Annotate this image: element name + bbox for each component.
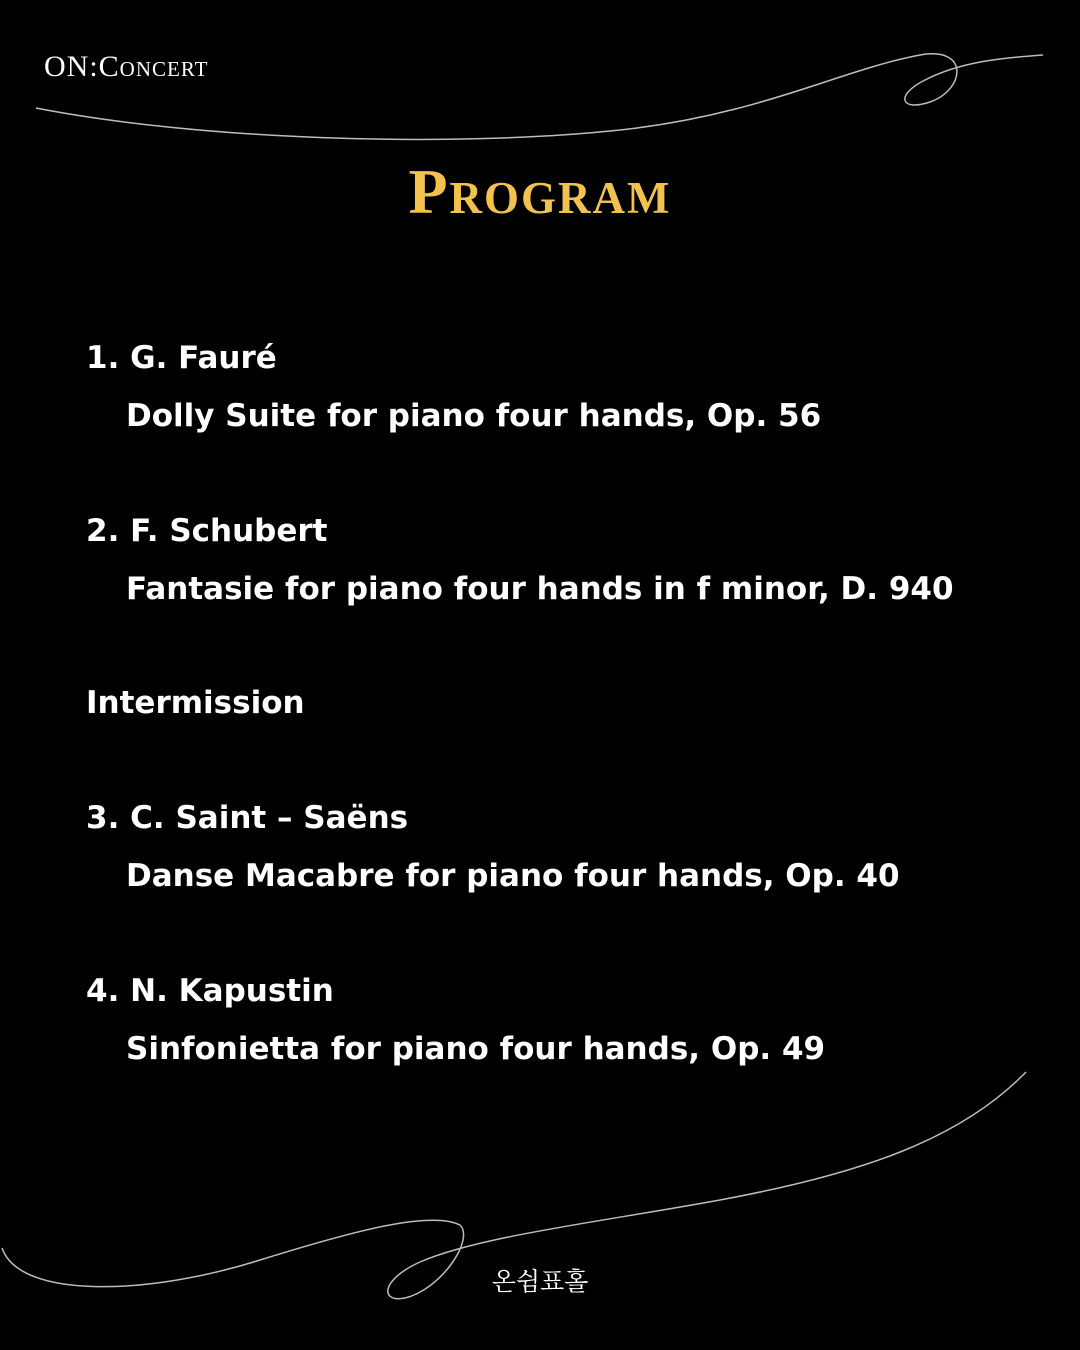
venue-name: 온쉼표홀 bbox=[491, 1267, 589, 1296]
intermission-label: Intermission bbox=[86, 685, 305, 721]
program-item bbox=[86, 971, 1046, 1069]
composer-name: 1. G. Fauré bbox=[86, 340, 277, 376]
composer-name: 2. F. Schubert bbox=[86, 513, 328, 549]
program-item bbox=[86, 798, 1046, 896]
work-title: Sinfonietta for piano four hands, Op. 49 bbox=[126, 1031, 826, 1067]
brand-logo: ON:Concert bbox=[44, 50, 209, 83]
composer-name: 3. C. Saint – Saëns bbox=[86, 800, 409, 836]
work-title: Danse Macabre for piano four hands, Op. 40 bbox=[126, 858, 900, 894]
composer-name: 4. N. Kapustin bbox=[86, 973, 334, 1009]
program-item bbox=[86, 511, 1046, 609]
work-title: Dolly Suite for piano four hands, Op. 56 bbox=[126, 398, 822, 434]
work-title: Fantasie for piano four hands in f minor, D. 940 bbox=[126, 571, 954, 607]
page-title: Program bbox=[408, 156, 672, 227]
program-item bbox=[86, 338, 1046, 436]
